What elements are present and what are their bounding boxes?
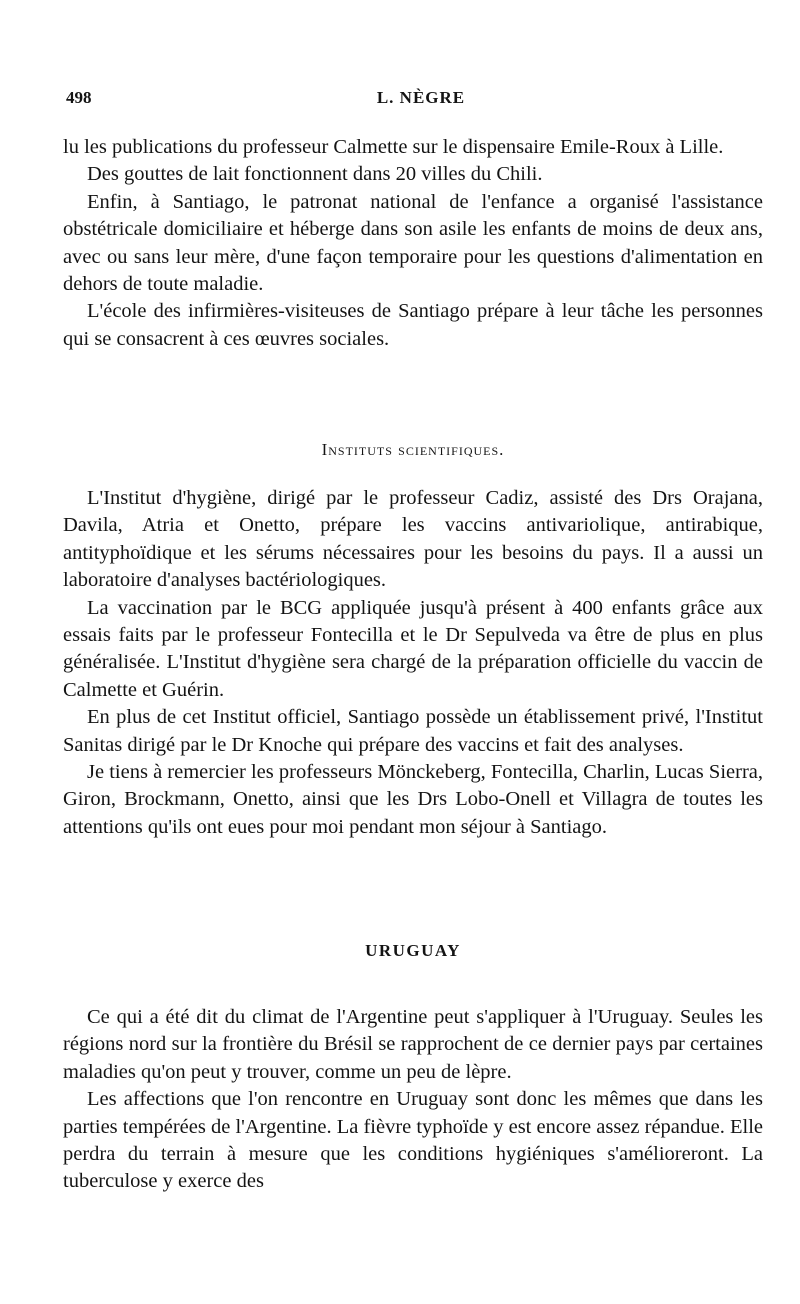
section-heading-instituts: Instituts scientifiques. — [321, 440, 505, 459]
paragraph: En plus de cet Institut officiel, Santiago possède un établissement privé, l'Institut Sanitas dirigé par le Dr Knoche qui prépare des vaccins et fait des analyses. — [63, 706, 763, 756]
page-number: 498 — [66, 88, 92, 107]
paragraph: Je tiens à remercier les professeurs Mönckeberg, Fontecilla, Charlin, Lucas Sierra, Giron, Brockmann, Onetto, ainsi que les Drs Lobo-Onell et Villagra de toutes les attentions qu'ils ont eues pour moi pendant mon séjour à Santiago. — [63, 761, 763, 838]
paragraph: La vaccination par le BCG appliquée jusqu'à présent à 400 enfants grâce aux essais faits par le professeur Fontecilla et le Dr Sepulveda va être de plus en plus généralisée. L'Institut d'hygiène sera chargé de la préparation officielle du vaccin de Calmette et Guérin. — [63, 596, 763, 701]
text-block-chili — [63, 134, 763, 353]
paragraph: Enfin, à Santiago, le patronat national de l'enfance a organisé l'assistance obstétricale domiciliaire et héberge dans son asile les enfants de moins de deux ans, avec ou sans leur mère, d'une façon temporaire pour les questions d'alimentation en dehors de toute maladie. — [63, 190, 763, 296]
running-head — [66, 88, 766, 116]
paragraph: lu les publications du professeur Calmette sur le dispensaire Emile-Roux à Lille. — [63, 136, 724, 158]
paragraph: Des gouttes de lait fonctionnent dans 20 villes du Chili. — [87, 163, 543, 186]
section-heading-uruguay: URUGUAY — [365, 941, 461, 960]
text-block-uruguay — [63, 1004, 763, 1196]
text-block-instituts — [63, 485, 763, 841]
paragraph: L'Institut d'hygiène, dirigé par le professeur Cadiz, assisté des Drs Orajana, Davila, Atria et Onetto, prépare les vaccins antivariolique, antirabique, antityphoïdique et les sérums nécessaires pour les besoins du pays. Il a aussi un laboratoire d'analyses bactériologiques. — [63, 487, 763, 592]
paragraph: Les affections que l'on rencontre en Uruguay sont donc les mêmes que dans les parties tempérées de l'Argentine. La fièvre typhoïde y est encore assez répandue. Elle perdra du terrain à mesure que les conditions hygiéniques s'amélioreront. La tuberculose y exerce des — [63, 1088, 764, 1193]
running-title: L. NÈGRE — [376, 88, 466, 107]
paragraph: L'école des infirmières-visiteuses de Santiago prépare à leur tâche les personnes qui se consacrent à ces œuvres sociales. — [63, 300, 763, 350]
paragraph: Ce qui a été dit du climat de l'Argentine peut s'appliquer à l'Uruguay. Seules les régions nord sur la frontière du Brésil se rapprochent de ce dernier pays par certaines maladies qu'on peut y trouver, comme un peu de lèpre. — [63, 1006, 763, 1083]
